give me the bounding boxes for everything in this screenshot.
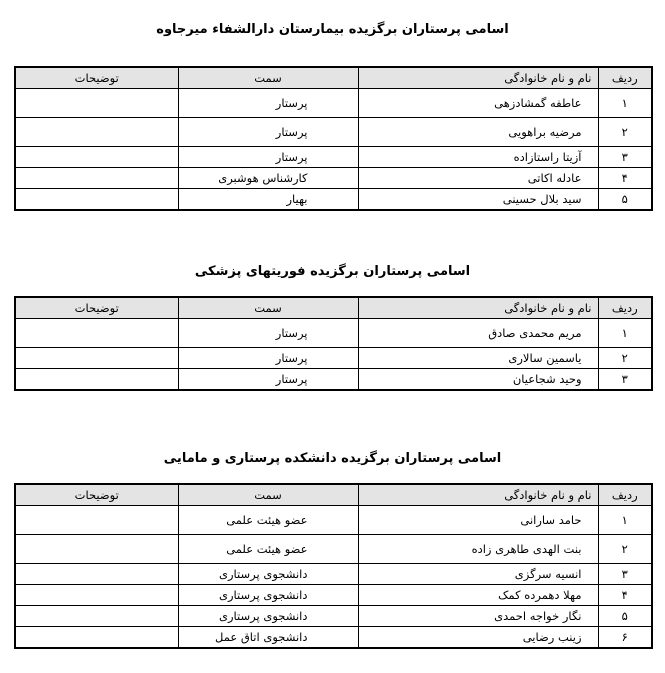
header-name: نام و نام خانوادگی (358, 297, 598, 319)
row-number: ۲ (598, 118, 652, 147)
row-number: ۴ (598, 168, 652, 189)
table-header-row (15, 297, 652, 319)
table-row (15, 189, 652, 211)
row-name: حامد سارانی (358, 506, 598, 535)
header-notes: توضیحات (15, 67, 178, 89)
row-position: پرستار (178, 89, 358, 118)
section-title: اسامی پرستاران برگزیده بیمارستان دارالشفاء میرجاوه (156, 22, 509, 37)
row-notes (15, 348, 178, 369)
row-name: وحید شجاعیان (358, 369, 598, 391)
header-row-number: ردیف (598, 484, 652, 506)
row-number: ۴ (598, 585, 652, 606)
row-number: ۳ (598, 369, 652, 391)
row-notes (15, 319, 178, 348)
table-nursing-midwifery-school (14, 483, 651, 649)
section-title: اسامی پرستاران برگزیده فوریتهای پزشکی (194, 264, 471, 279)
row-number: ۱ (598, 89, 652, 118)
row-number: ۲ (598, 348, 652, 369)
table-row (15, 506, 652, 535)
row-position: عضو هیئت علمی (178, 506, 358, 535)
row-position: پرستار (178, 369, 358, 391)
table-mirjaveh-hospital (14, 66, 651, 211)
nurses-table (14, 296, 653, 391)
row-position: پرستار (178, 348, 358, 369)
row-notes (15, 564, 178, 585)
row-name: بنت الهدی طاهری زاده (358, 535, 598, 564)
table-row (15, 564, 652, 585)
row-notes (15, 369, 178, 391)
row-notes (15, 168, 178, 189)
header-row-number: ردیف (598, 297, 652, 319)
section-mirjaveh-hospital (14, 22, 651, 37)
row-name: زینب رضایی (358, 627, 598, 649)
row-notes (15, 535, 178, 564)
section-nursing-midwifery-school (14, 451, 651, 466)
row-name: آزیتا راستازاده (358, 147, 598, 168)
row-position: پرستار (178, 147, 358, 168)
row-position: کارشناس هوشبری (178, 168, 358, 189)
table-header-row (15, 67, 652, 89)
row-position: پرستار (178, 118, 358, 147)
row-position: دانشجوی پرستاری (178, 564, 358, 585)
row-name: مریم محمدی صادق (358, 319, 598, 348)
row-notes (15, 585, 178, 606)
table-row (15, 319, 652, 348)
section-emergency-medical (14, 264, 651, 279)
header-name: نام و نام خانوادگی (358, 67, 598, 89)
header-position: سمت (178, 67, 358, 89)
row-notes (15, 506, 178, 535)
table-row (15, 369, 652, 391)
row-notes (15, 627, 178, 649)
row-position: دانشجوی اتاق عمل (178, 627, 358, 649)
row-name: یاسمین سالاری (358, 348, 598, 369)
row-number: ۱ (598, 319, 652, 348)
header-notes: توضیحات (15, 484, 178, 506)
header-name: نام و نام خانوادگی (358, 484, 598, 506)
table-row (15, 118, 652, 147)
row-name: عاطفه گمشادزهی (358, 89, 598, 118)
row-name: مهلا دهمرده کمک (358, 585, 598, 606)
row-number: ۵ (598, 189, 652, 211)
row-name: انسیه سرگزی (358, 564, 598, 585)
table-row (15, 168, 652, 189)
row-name: عادله اکاتی (358, 168, 598, 189)
row-notes (15, 606, 178, 627)
table-row (15, 89, 652, 118)
header-position: سمت (178, 297, 358, 319)
header-notes: توضیحات (15, 297, 178, 319)
table-header-row (15, 484, 652, 506)
header-row-number: ردیف (598, 67, 652, 89)
row-name: مرضیه براهویی (358, 118, 598, 147)
section-title: اسامی پرستاران برگزیده دانشکده پرستاری و مامایی (163, 451, 502, 466)
row-notes (15, 189, 178, 211)
table-row (15, 585, 652, 606)
row-number: ۵ (598, 606, 652, 627)
row-number: ۳ (598, 147, 652, 168)
nurses-table (14, 66, 653, 211)
row-name: نگار خواجه احمدی (358, 606, 598, 627)
table-row (15, 348, 652, 369)
row-notes (15, 118, 178, 147)
table-row (15, 147, 652, 168)
row-notes (15, 147, 178, 168)
row-number: ۶ (598, 627, 652, 649)
row-position: دانشجوی پرستاری (178, 585, 358, 606)
row-number: ۲ (598, 535, 652, 564)
table-row (15, 606, 652, 627)
table-row (15, 627, 652, 649)
row-number: ۳ (598, 564, 652, 585)
table-emergency-medical (14, 296, 651, 391)
row-number: ۱ (598, 506, 652, 535)
nurses-table (14, 483, 653, 649)
row-name: سید بلال حسینی (358, 189, 598, 211)
row-position: پرستار (178, 319, 358, 348)
table-row (15, 535, 652, 564)
row-position: عضو هیئت علمی (178, 535, 358, 564)
row-notes (15, 89, 178, 118)
header-position: سمت (178, 484, 358, 506)
row-position: بهیار (178, 189, 358, 211)
row-position: دانشجوی پرستاری (178, 606, 358, 627)
